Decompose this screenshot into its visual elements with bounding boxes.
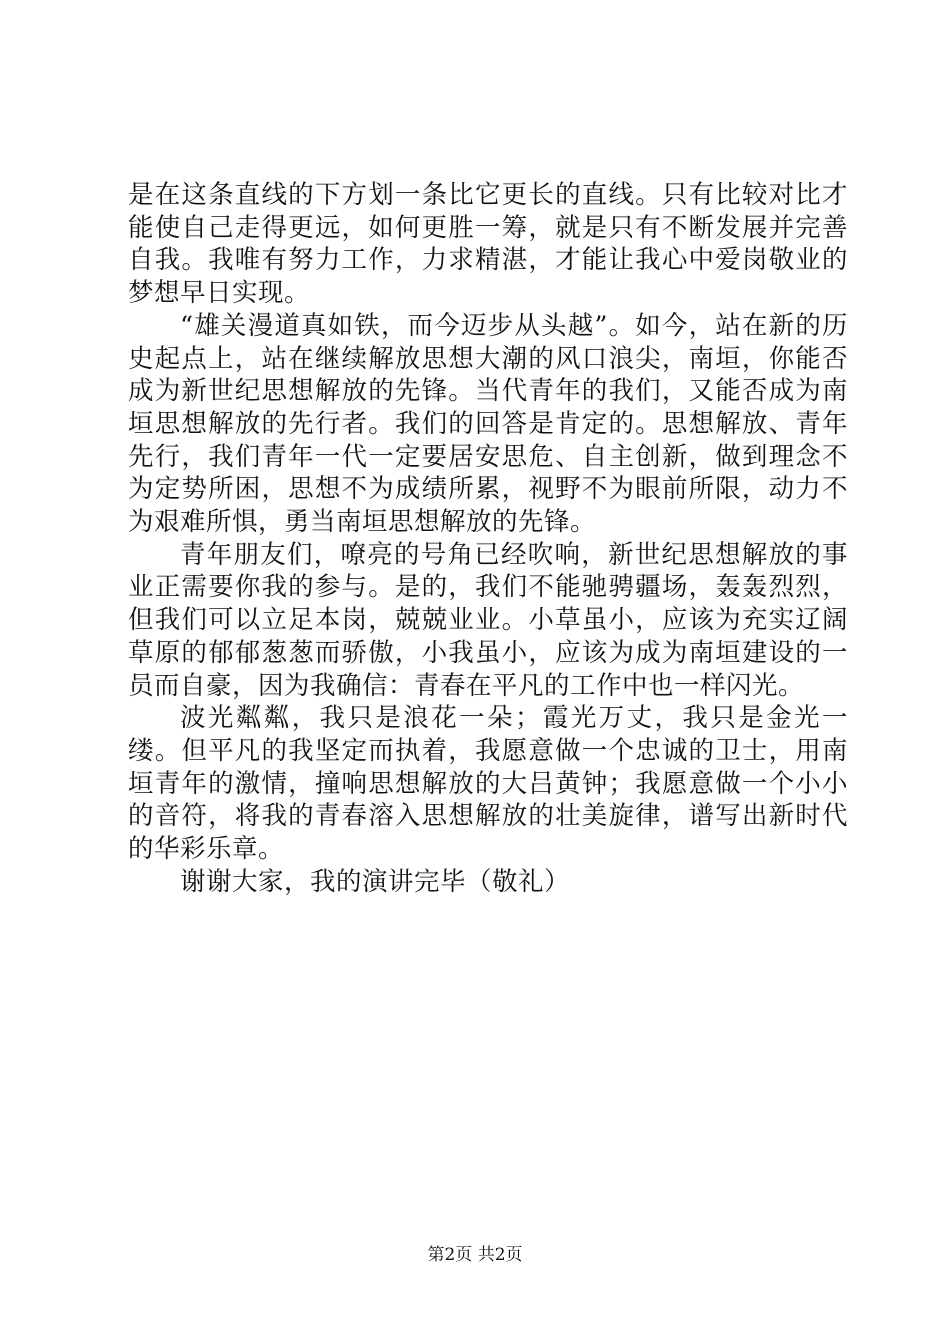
paragraph-continuation: 是在这条直线的下方划一条比它更长的直线。只有比较对比才能使自己走得更远，如何更胜一筹，就是只有不断发展并完善自我。我唯有努力工作，力求精湛，才能让我心中爱岗敬业的梦想早日实现。 xyxy=(128,180,848,309)
paragraph-quote: “雄关漫道真如铁，而今迈步从头越”。如今，站在新的历史起点上，站在继续解放思想大潮的风口浪尖，南垣，你能否成为新世纪思想解放的先锋。当代青年的我们，又能否成为南垣思想解放的先行者。我们的回答是肯定的。思想解放、青年先行，我们青年一代一定要居安思危、自主创新，做到理念不为定势所困，思想不为成绩所累，视野不为眼前所限，动力不为艰难所惧，勇当南垣思想解放的先锋。 xyxy=(128,310,848,538)
page-number-footer: 第2页 共2页 xyxy=(427,1245,523,1265)
paragraph-closing: 谢谢大家，我的演讲完毕（敬礼） xyxy=(180,866,571,897)
paragraph-ordinary: 波光粼粼，我只是浪花一朵；霞光万丈，我只是金光一缕。但平凡的我坚定而执着，我愿意做一个忠诚的卫士，用南垣青年的激情，撞响思想解放的大吕黄钟；我愿意做一个小小的音符，将我的青春溶入思想解放的壮美旋律，谱写出新时代的华彩乐章。 xyxy=(128,703,848,865)
paragraph-youth: 青年朋友们，嘹亮的号角已经吹响，新世纪思想解放的事业正需要你我的参与。是的，我们不能驰骋疆场，轰轰烈烈，但我们可以立足本岗，兢兢业业。小草虽小，应该为充实辽阔草原的郁郁葱葱而骄傲，小我虽小，应该为成为南垣建设的一员而自豪，因为我确信：青春在平凡的工作中也一样闪光。 xyxy=(128,539,848,701)
document-body xyxy=(128,179,848,898)
